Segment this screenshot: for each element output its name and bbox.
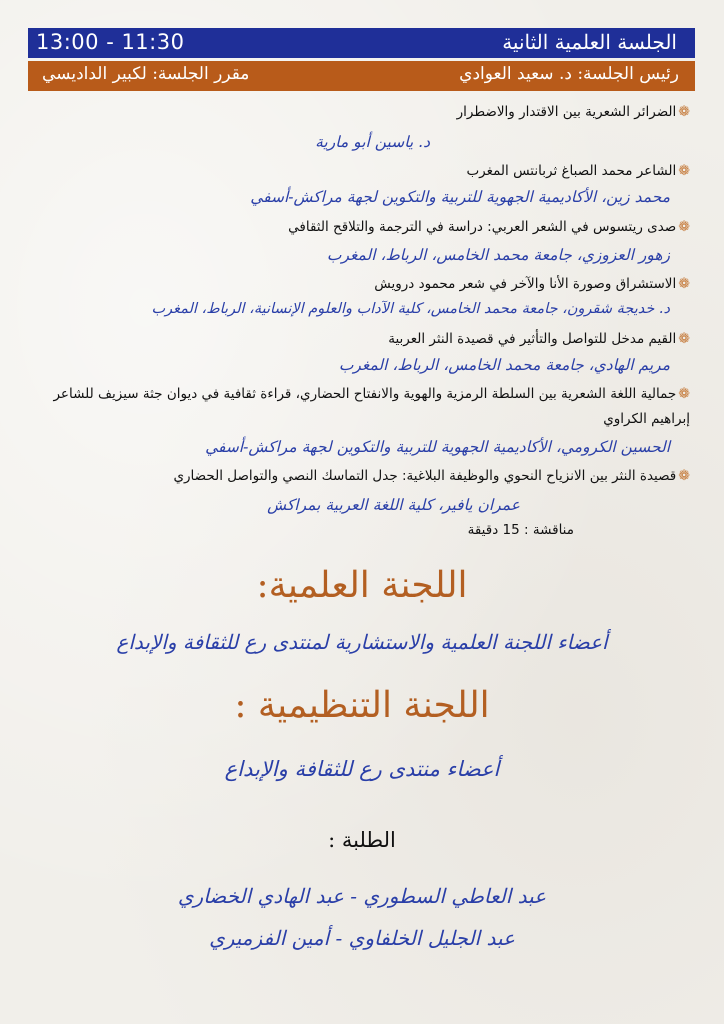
students-names-line: عبد الجليل الخلفاوي - أمين الفزميري — [209, 926, 515, 950]
talk-title: ❁الضرائر الشعرية بين الاقتدار والاضطرار — [456, 104, 690, 120]
session-title: الجلسة العلمية الثانية — [502, 30, 677, 54]
session-time: 13:00 - 11:30 — [36, 30, 185, 54]
talk-author: د. ياسين أبو مارية — [315, 133, 430, 151]
discussion-duration: مناقشة : 15 دقيقة — [467, 522, 574, 538]
talk-author: زهور العزوزي، جامعة محمد الخامس، الرباط، المغرب — [326, 246, 670, 264]
flower-icon: ❁ — [678, 163, 690, 179]
talk-title: ❁القيم مدخل للتواصل والتأثير في قصيدة النثر العربية — [388, 331, 690, 347]
talk-title: ❁الشاعر محمد الصباغ ثربانتس المغرب — [466, 163, 690, 179]
flower-icon: ❁ — [678, 468, 690, 484]
talk-title: ❁صدى ريتسوس في الشعر العربي: دراسة في الترجمة والتلاقح الثقافي — [288, 219, 690, 235]
talk-author: محمد زين، الأكاديمية الجهوية للتربية والتكوين لجهة مراكش-أسفي — [250, 188, 670, 206]
organizing-committee-heading: اللجنة التنظيمية : — [234, 685, 490, 726]
session-header-bar — [28, 28, 695, 58]
students-heading: الطلبة : — [328, 828, 396, 852]
session-chair: رئيس الجلسة: د. سعيد العوادي — [459, 64, 679, 84]
talk-title: ❁جمالية اللغة الشعرية بين السلطة الرمزية والهوية والانفتاح الحضاري، قراءة ثقافية في ديوان جثة سيزيف للشاعر إبراهيم الكراوي — [50, 382, 690, 432]
organizing-committee-members: أعضاء منتدى رع للثقافة والإبداع — [224, 757, 500, 781]
flower-icon: ❁ — [678, 219, 690, 235]
students-names-line: عبد العاطي السطوري - عبد الهادي الخضاري — [177, 884, 547, 908]
flower-icon: ❁ — [678, 104, 690, 120]
flower-icon: ❁ — [678, 386, 690, 402]
talk-author: مريم الهادي، جامعة محمد الخامس، الرباط، المغرب — [338, 356, 670, 374]
session-chair-bar — [28, 61, 695, 91]
talk-author: د. خديجة شقرون، جامعة محمد الخامس، كلية الآداب والعلوم الإنسانية، الرباط، المغرب — [151, 301, 670, 317]
talk-author: الحسين الكرومي، الأكاديمية الجهوية للتربية والتكوين لجهة مراكش-أسفي — [205, 438, 670, 456]
session-reporter: مقرر الجلسة: لكبير الداديسي — [42, 64, 250, 84]
flower-icon: ❁ — [678, 331, 690, 347]
flower-icon: ❁ — [678, 276, 690, 292]
talk-title: ❁قصيدة النثر بين الانزياح النحوي والوظيفة البلاغية: جدل التماسك النصي والتواصل الحضاري — [173, 468, 690, 484]
talk-title: ❁الاستشراق وصورة الأنا والآخر في شعر محمود درويش — [374, 276, 690, 292]
scientific-committee-heading: اللجنة العلمية: — [256, 565, 468, 606]
scientific-committee-members: أعضاء اللجنة العلمية والاستشارية لمنتدى رع للثقافة والإبداع — [116, 630, 608, 654]
talk-author: عمران يافير، كلية اللغة العربية بمراكش — [267, 496, 520, 514]
